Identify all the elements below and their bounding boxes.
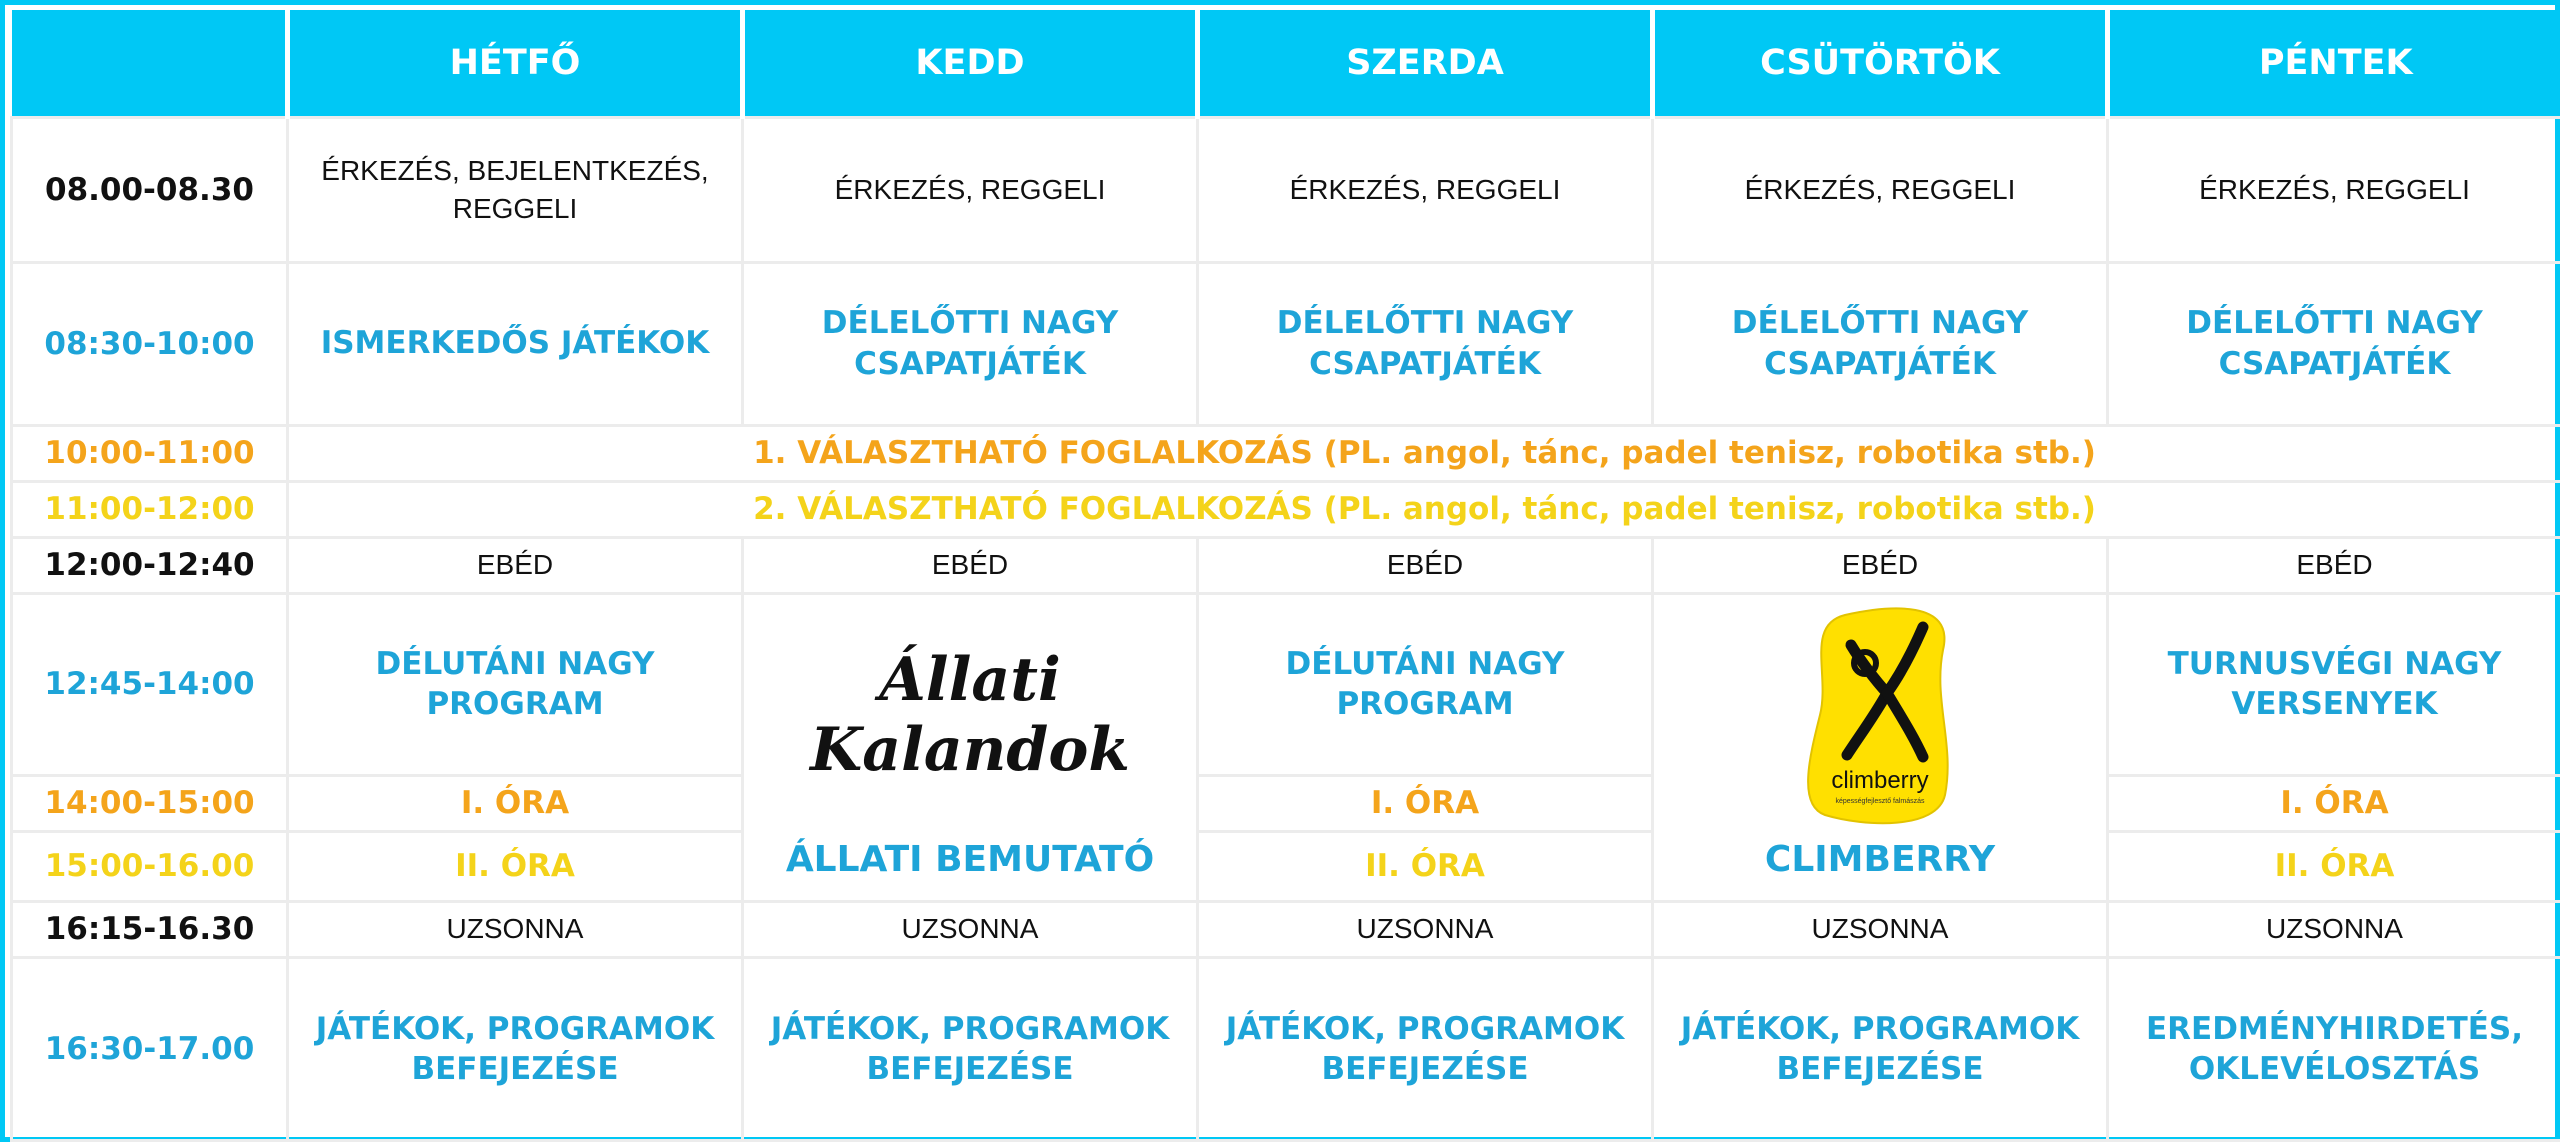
table-row (12, 537, 2560, 593)
activity-cell: JÁTÉKOK, PROGRAMOK BEFEJEZÉSE (1653, 957, 2108, 1140)
time-slot: 14:00-15:00 (12, 775, 288, 831)
activity-cell: DÉLELŐTTI NAGY CSAPATJÁTÉK (1653, 262, 2108, 425)
day-header-kedd: KEDD (743, 10, 1198, 117)
special-program-title: CLIMBERRY (1764, 838, 1996, 880)
time-slot: 10:00-11:00 (12, 425, 288, 481)
activity-cell: UZSONNA (1653, 901, 2108, 957)
activity-cell: I. ÓRA (288, 775, 743, 831)
activity-cell: DÉLELŐTTI NAGY CSAPATJÁTÉK (2108, 262, 2560, 425)
time-slot: 16:30-17.00 (12, 957, 288, 1140)
activity-cell: II. ÓRA (1198, 831, 1653, 901)
time-slot: 16:15-16.30 (12, 901, 288, 957)
logo-line: Kalandok (810, 714, 1130, 785)
day-header-csutortok: CSÜTÖRTÖK (1653, 10, 2108, 117)
activity-cell: DÉLELŐTTI NAGY CSAPATJÁTÉK (1198, 262, 1653, 425)
elective-session-1: 1. VÁLASZTHATÓ FOGLALKOZÁS (PL. angol, tánc, padel tenisz, robotika stb.) (288, 425, 2560, 481)
activity-cell: JÁTÉKOK, PROGRAMOK BEFEJEZÉSE (1198, 957, 1653, 1140)
activity-cell: ÉRKEZÉS, REGGELI (743, 117, 1198, 262)
activity-cell: UZSONNA (288, 901, 743, 957)
activity-cell: JÁTÉKOK, PROGRAMOK BEFEJEZÉSE (288, 957, 743, 1140)
activity-cell: II. ÓRA (288, 831, 743, 901)
time-slot: 15:00-16.00 (12, 831, 288, 901)
activity-cell: EBÉD (2108, 537, 2560, 593)
activity-cell: I. ÓRA (1198, 775, 1653, 831)
header-row (12, 10, 2560, 117)
activity-cell: ÉRKEZÉS, REGGELI (1653, 117, 2108, 262)
header-corner (12, 10, 288, 117)
activity-cell: JÁTÉKOK, PROGRAMOK BEFEJEZÉSE (743, 957, 1198, 1140)
time-slot: 08.00-08.30 (12, 117, 288, 262)
table-row (12, 901, 2560, 957)
time-slot: 12:00-12:40 (12, 537, 288, 593)
weekly-schedule-table (10, 10, 2560, 1142)
activity-cell: ISMERKEDŐS JÁTÉKOK (288, 262, 743, 425)
kedd-special-program-cell (743, 593, 1198, 901)
activity-cell: EBÉD (1653, 537, 2108, 593)
table-row (12, 775, 2560, 831)
special-program-title: ÁLLATI BEMUTATÓ (785, 838, 1155, 880)
activity-cell: TURNUSVÉGI NAGY VERSENYEK (2108, 593, 2560, 775)
activity-cell: EBÉD (288, 537, 743, 593)
day-header-szerda: SZERDA (1198, 10, 1653, 117)
table-row (12, 481, 2560, 537)
table-row (12, 831, 2560, 901)
table-row (12, 425, 2560, 481)
logo-line: Állati (879, 644, 1061, 715)
climberry-logo-tagline: képességfejlesztő falmászás (1835, 797, 1925, 805)
activity-cell: DÉLELŐTTI NAGY CSAPATJÁTÉK (743, 262, 1198, 425)
activity-cell: EBÉD (743, 537, 1198, 593)
activity-cell: DÉLUTÁNI NAGY PROGRAM (1198, 593, 1653, 775)
time-slot: 12:45-14:00 (12, 593, 288, 775)
climberry-logo (1805, 605, 1955, 825)
activity-cell: ÉRKEZÉS, REGGELI (1198, 117, 1653, 262)
activity-cell: UZSONNA (2108, 901, 2560, 957)
table-row (12, 957, 2560, 1140)
climberry-logo-text: climberry (1831, 766, 1929, 794)
activity-cell: ÉRKEZÉS, REGGELI (2108, 117, 2560, 262)
activity-cell: ÉRKEZÉS, BEJELENTKEZÉS, REGGELI (288, 117, 743, 262)
activity-cell: EBÉD (1198, 537, 1653, 593)
time-slot: 11:00-12:00 (12, 481, 288, 537)
elective-session-2: 2. VÁLASZTHATÓ FOGLALKOZÁS (PL. angol, tánc, padel tenisz, robotika stb.) (288, 481, 2560, 537)
activity-cell: UZSONNA (1198, 901, 1653, 957)
table-row (12, 593, 2560, 775)
day-header-pentek: PÉNTEK (2108, 10, 2560, 117)
activity-cell: I. ÓRA (2108, 775, 2560, 831)
activity-cell: UZSONNA (743, 901, 1198, 957)
table-row (12, 117, 2560, 262)
activity-cell: DÉLUTÁNI NAGY PROGRAM (288, 593, 743, 775)
csutortok-special-program-cell (1653, 593, 2108, 901)
table-row (12, 262, 2560, 425)
allati-kalandok-logo (810, 645, 1130, 785)
activity-cell: II. ÓRA (2108, 831, 2560, 901)
day-header-hetfo: HÉTFŐ (288, 10, 743, 117)
activity-cell: EREDMÉNYHIRDETÉS, OKLEVÉLOSZTÁS (2108, 957, 2560, 1140)
time-slot: 08:30-10:00 (12, 262, 288, 425)
